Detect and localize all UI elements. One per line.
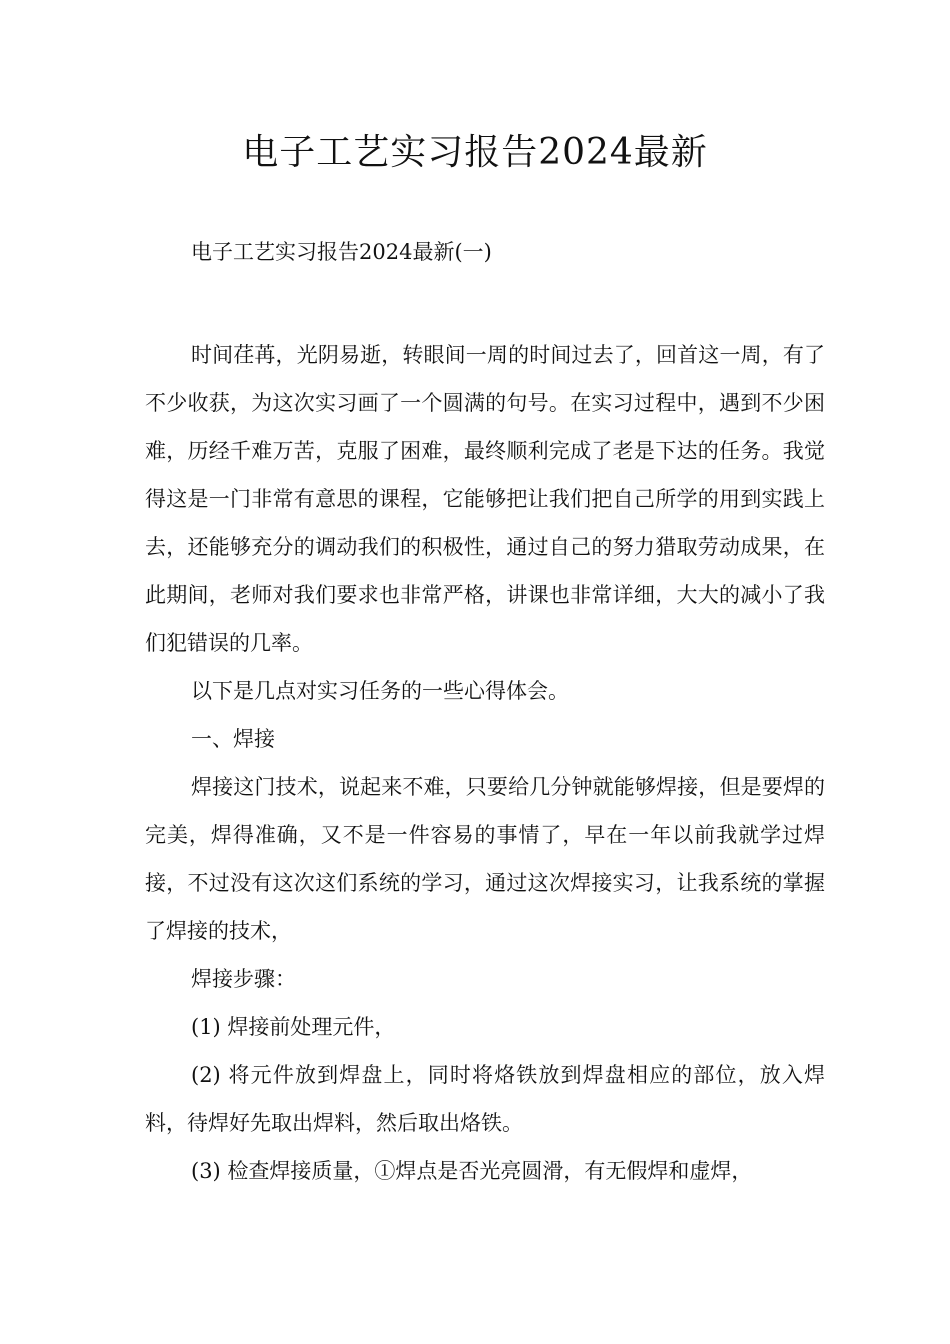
list-item-step-2: (2) 将元件放到焊盘上，同时将烙铁放到焊盘相应的部位，放入焊料，待焊好先取出焊料，然后取出烙铁。 [145,1063,825,1135]
paragraph-lead: 以下是几点对实习任务的一些心得体会。 [191,679,569,703]
document-body [145,228,825,1195]
section-subtitle: 电子工艺实习报告2024最新(一) [191,240,492,264]
paragraph-intro: 时间荏苒，光阴易逝，转眼间一周的时间过去了，回首这一周，有了不少收获，为这次实习画了一个圆满的句号。在实习过程中，遇到不少困难，历经千难万苦，克服了困难，最终顺利完成了老是下达的任务。我觉得这是一门非常有意思的课程，它能够把让我们把自己所学的用到实践上去，还能够充分的调动我们的积极性，通过自己的努力猎取劳动成果，在此期间，老师对我们要求也非常严格，讲课也非常详细，大大的减小了我们犯错误的几率。 [145,343,825,655]
list-item-step-1: (1) 焊接前处理元件， [191,1015,396,1039]
document-title: 电子工艺实习报告2024最新 [242,132,708,173]
list-item-step-3: (3) 检查焊接质量，①焊点是否光亮圆滑，有无假焊和虚焊， [191,1159,753,1183]
paragraph-welding: 焊接这门技术，说起来不难，只要给几分钟就能够焊接，但是要焊的完美，焊得准确，又不是一件容易的事情了，早在一年以前我就学过焊接，不过没有这次这们系统的学习，通过这次焊接实习，让我系统的掌握了焊接的技术， [145,775,825,943]
section-heading-welding: 一、焊接 [191,727,275,751]
paragraph-steps-heading: 焊接步骤： [191,967,296,991]
